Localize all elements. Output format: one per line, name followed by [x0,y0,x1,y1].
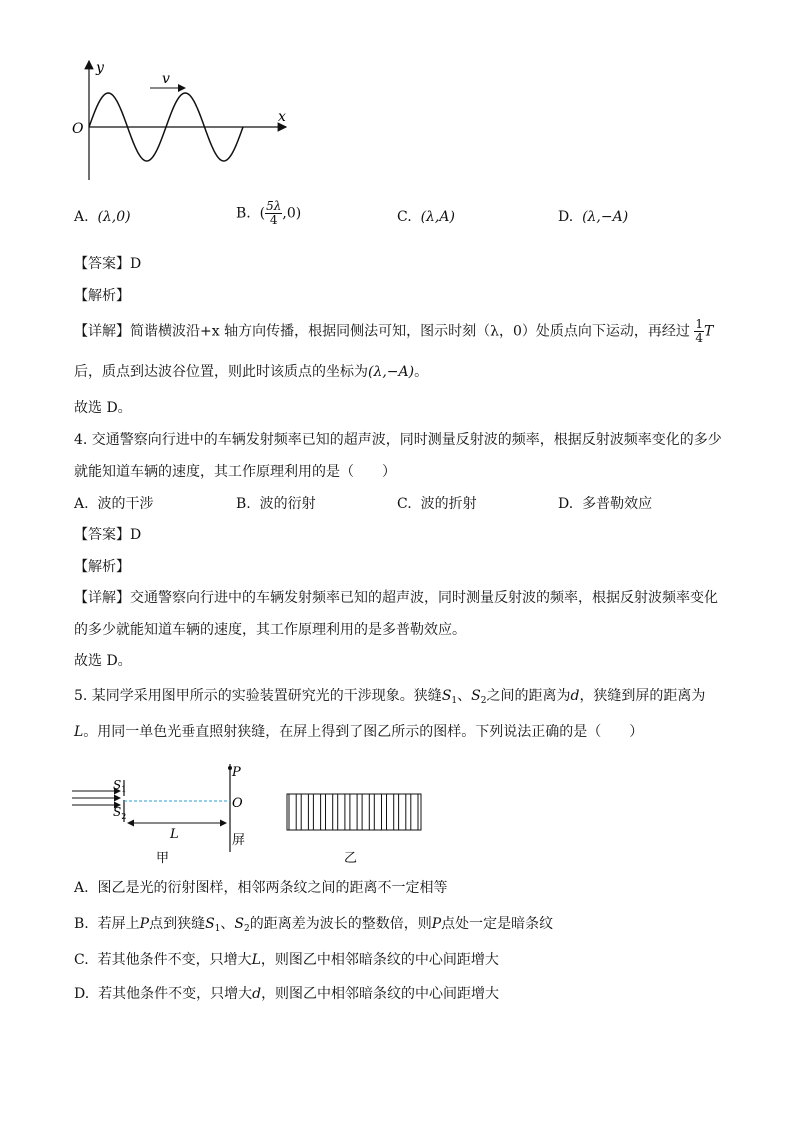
q4-answer: 【答案】D [74,527,142,543]
o-label: O [232,796,243,811]
s1-label: $S_1$ [113,778,127,794]
q4-detail-line1: 【详解】交通警察向行进中的车辆发射频率已知的超声波，同时测量反射波的频率，根据反射波频率变化 [74,590,718,606]
q5-stem-line2: L。用同一单色光垂直照射狭缝，在屏上得到了图乙所示的图样。下列说法正确的是（ ） [74,724,644,740]
y-axis-label: y [96,60,104,76]
fringe-stripe [411,794,418,830]
fraction: $\frac{1}{4}$ [695,317,703,345]
q3-detail-line1: 【详解】简谐横波沿+x 轴方向传播，根据同侧法可知，图示时刻（λ，0）处质点向下运动，再经过 $\frac{1}{4}$ T [74,317,714,345]
fringe-stripe [387,794,394,830]
q4-stem-line2: 就能知道车辆的速度，其工作原理利用的是（ ） [74,464,396,480]
wave-figure [60,55,300,185]
x-axis-label: x [278,109,286,125]
q4-option-b: B. 波的衍射 [236,496,316,512]
fringe-stripe [350,794,357,830]
q5-stem-line1: 5. 某同学采用图甲所示的实验装置研究光的干涉现象。狭缝$S_1$、$S_2$之间的距离为d，狭缝到屏的距离为 [74,688,706,706]
q3-option-c: C. (λ,A) [397,209,455,225]
velocity-label: v [162,71,170,87]
figure-yi-fringes [280,790,430,868]
fringe-stripes [289,794,418,830]
fringe-stripe [326,794,333,830]
s2-label: $S_2$ [113,805,127,821]
q3-detail-line2: 后，质点到达波谷位置，则此时该质点的坐标为(λ,−A)。 [74,364,429,380]
q5-option-b: B. 若屏上P点到狭缝$S_1$、$S_2$的距离差为波长的整数倍，则P点处一定是暗条纹 [74,916,554,934]
p-label: P [232,765,241,780]
screen-label: 屏 [232,833,246,848]
fringe-stripe [289,794,296,830]
figure-jia-double-slit [68,758,258,868]
origin-label: O [72,121,84,137]
q4-option-a: A. 波的干涉 [74,496,154,512]
fringe-stripe [338,794,345,830]
caption-jia: 甲 [156,851,170,866]
q3-option-d: D. (λ,−A) [558,209,629,225]
q4-option-d: D. 多普勒效应 [558,496,653,512]
q3-option-b: B. ( $\frac{5\lambda}{4}$ ,0) [236,199,302,227]
fringe-stripe [362,794,369,830]
l-label: L [170,827,179,842]
q4-stem-line1: 4. 交通警察向行进中的车辆发射频率已知的超声波，同时测量反射波的频率，根据反射波频率变化的多少 [74,432,722,448]
q5-option-a: A. 图乙是光的衍射图样，相邻两条纹之间的距离不一定相等 [74,880,448,896]
q4-conclusion: 故选 D。 [74,653,132,669]
caption-yi: 乙 [344,851,358,866]
q4-analysis-tag: 【解析】 [74,559,130,575]
q3-analysis-tag: 【解析】 [74,288,130,304]
q3-conclusion: 故选 D。 [74,400,132,416]
q4-option-c: C. 波的折射 [397,496,477,512]
q5-option-d: D. 若其他条件不变，只增大d，则图乙中相邻暗条纹的中心间距增大 [74,986,500,1002]
fringe-stripe [374,794,381,830]
q5-option-c: C. 若其他条件不变，只增大L，则图乙中相邻暗条纹的中心间距增大 [74,952,499,968]
fraction: $\frac{5\lambda}{4}$ [266,199,282,227]
fringe-stripe [399,794,406,830]
fringe-stripe [301,794,308,830]
fringe-stripe [313,794,320,830]
q3-answer: 【答案】D [74,256,142,272]
q3-option-a: A. (λ,0) [74,209,131,225]
q4-detail-line2: 的多少就能知道车辆的速度，其工作原理利用的是多普勒效应。 [74,622,466,638]
